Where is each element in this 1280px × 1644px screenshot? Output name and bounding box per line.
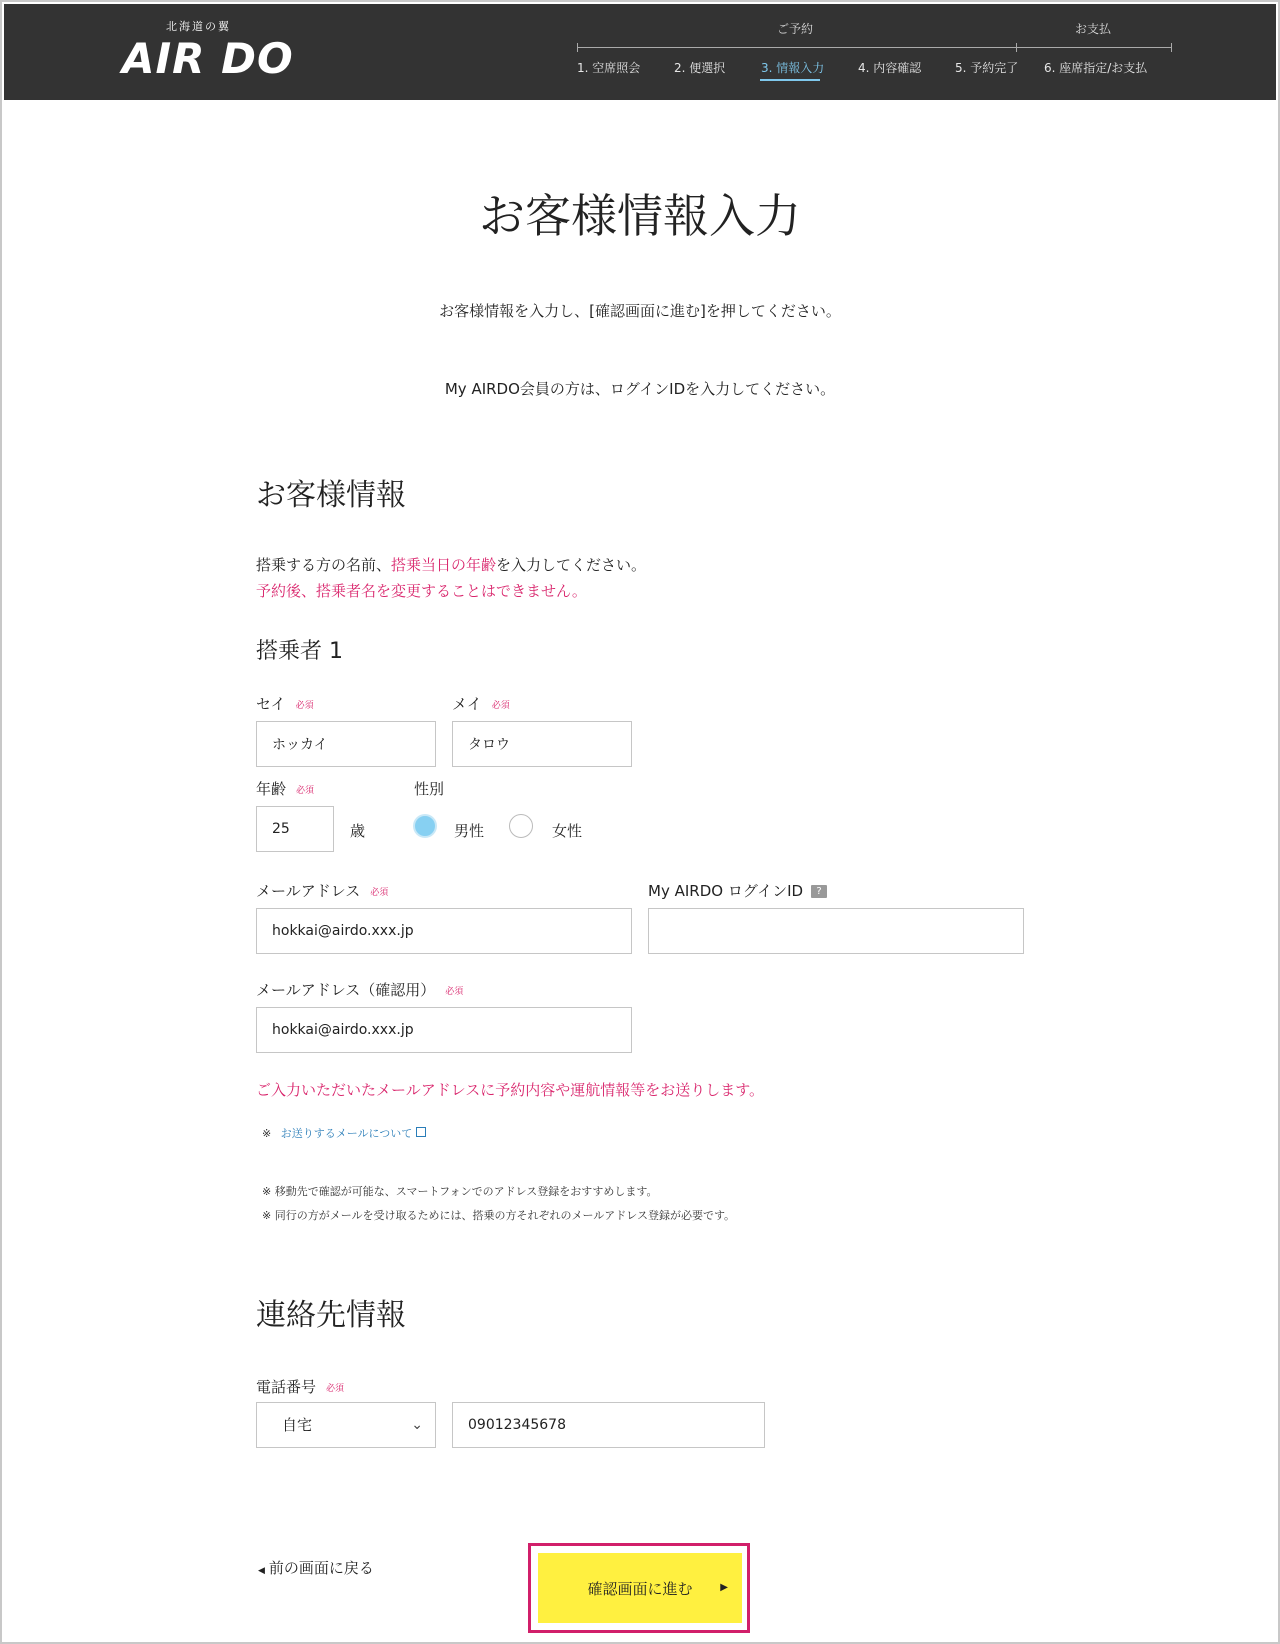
step-4: 4. 内容確認 <box>858 61 922 75</box>
companion-note: ※ 同行の方がメールを受け取るためには、搭乗の方それぞれのメールアドレス登録が必要です。 <box>262 1209 736 1222</box>
instruction-suffix: を入力してください。 <box>496 556 647 574</box>
mail-info-prefix: ※ <box>262 1127 272 1140</box>
confirm-next-button[interactable] <box>538 1553 742 1623</box>
external-link-icon <box>416 1127 426 1137</box>
passenger-title: 搭乗者 1 <box>256 639 343 664</box>
gender-male-radio[interactable] <box>413 814 437 838</box>
active-step-underline <box>760 79 820 81</box>
login-id-label <box>648 880 827 901</box>
required-badge: 必須 <box>491 701 510 711</box>
login-id-input[interactable] <box>648 908 1024 954</box>
page-title: お客様情報入力 <box>479 189 801 243</box>
login-id-label-text: My AIRDO ログインID <box>648 882 804 900</box>
mei-input[interactable] <box>452 721 632 767</box>
email-input[interactable] <box>256 908 632 954</box>
progress-tick <box>577 43 578 52</box>
intro-text: お客様情報を入力し、[確認画面に進む]を押してください。 <box>439 302 841 320</box>
instruction-highlight: 搭乗当日の年齢 <box>391 556 497 574</box>
mail-info-link[interactable]: お送りするメールについて <box>280 1127 413 1140</box>
mail-info-link-row <box>262 1125 426 1141</box>
instruction-prefix: 搭乗する方の名前、 <box>256 556 392 574</box>
step-3-active: 3. 情報入力 <box>761 61 825 75</box>
name-change-warning: 予約後、搭乗者名を変更することはできません。 <box>256 582 587 600</box>
sei-input[interactable] <box>256 721 436 767</box>
age-label <box>256 778 314 799</box>
chevron-down-icon: ⌄ <box>411 1417 423 1433</box>
gender-female-radio[interactable] <box>509 814 533 838</box>
mei-label-text: メイ <box>452 695 482 713</box>
customer-section-title: お客様情報 <box>256 478 406 513</box>
age-input[interactable] <box>256 806 334 852</box>
email-notice: ご入力いただいたメールアドレスに予約内容や運航情報等をお送りします。 <box>256 1081 765 1099</box>
email-label-text: メールアドレス <box>256 882 361 900</box>
next-button-label: 確認画面に進む <box>587 1580 693 1598</box>
chevron-left-icon: ◀ <box>258 1566 265 1576</box>
required-badge: 必須 <box>296 786 315 796</box>
progress-tick <box>1171 43 1172 52</box>
step-6: 6. 座席指定/お支払 <box>1044 61 1148 75</box>
age-unit: 歳 <box>350 822 366 840</box>
step-2: 2. 便選択 <box>674 61 726 75</box>
required-badge: 必須 <box>445 987 464 997</box>
phase-booking-label: ご予約 <box>777 22 814 36</box>
sei-label-text: セイ <box>256 695 286 713</box>
smartphone-note: ※ 移動先で確認が可能な、スマートフォンでのアドレス登録をおすすめします。 <box>262 1185 658 1198</box>
age-label-text: 年齢 <box>256 780 287 798</box>
progress-tick <box>1016 43 1017 52</box>
phone-input[interactable] <box>452 1402 765 1448</box>
email-confirm-label-text: メールアドレス（確認用） <box>256 981 436 999</box>
sei-label <box>256 693 314 714</box>
site-header <box>4 4 1276 100</box>
step-5: 5. 予約完了 <box>955 61 1019 75</box>
login-intro-text: My AIRDO会員の方は、ログインIDを入力してください。 <box>444 380 836 398</box>
phase-payment-label: お支払 <box>1075 22 1112 36</box>
progress-rule <box>577 47 1172 48</box>
phone-type-select[interactable] <box>256 1402 436 1448</box>
airdo-logo[interactable]: AIR DO <box>122 34 294 83</box>
back-link[interactable] <box>258 1557 374 1578</box>
help-icon[interactable]: ? <box>811 885 827 898</box>
mei-label <box>452 693 510 714</box>
required-badge: 必須 <box>295 701 314 711</box>
back-link-label: 前の画面に戻る <box>268 1559 374 1577</box>
logo-tagline: 北海道の翼 <box>166 20 231 33</box>
gender-female-label[interactable]: 女性 <box>552 822 583 840</box>
passenger-instruction <box>256 554 646 575</box>
gender-male-label[interactable]: 男性 <box>454 822 485 840</box>
required-badge: 必須 <box>326 1384 345 1394</box>
step-1: 1. 空席照会 <box>577 61 641 75</box>
chevron-right-icon: ▶ <box>720 1582 728 1593</box>
phone-label <box>256 1376 344 1397</box>
email-label <box>256 880 388 901</box>
gender-label: 性別 <box>414 780 445 798</box>
email-confirm-input[interactable] <box>256 1007 632 1053</box>
required-badge: 必須 <box>370 888 389 898</box>
phone-type-value: 自宅 <box>282 1416 313 1434</box>
email-confirm-label <box>256 979 463 1000</box>
contact-section-title: 連絡先情報 <box>256 1298 406 1333</box>
phone-label-text: 電話番号 <box>256 1378 317 1396</box>
